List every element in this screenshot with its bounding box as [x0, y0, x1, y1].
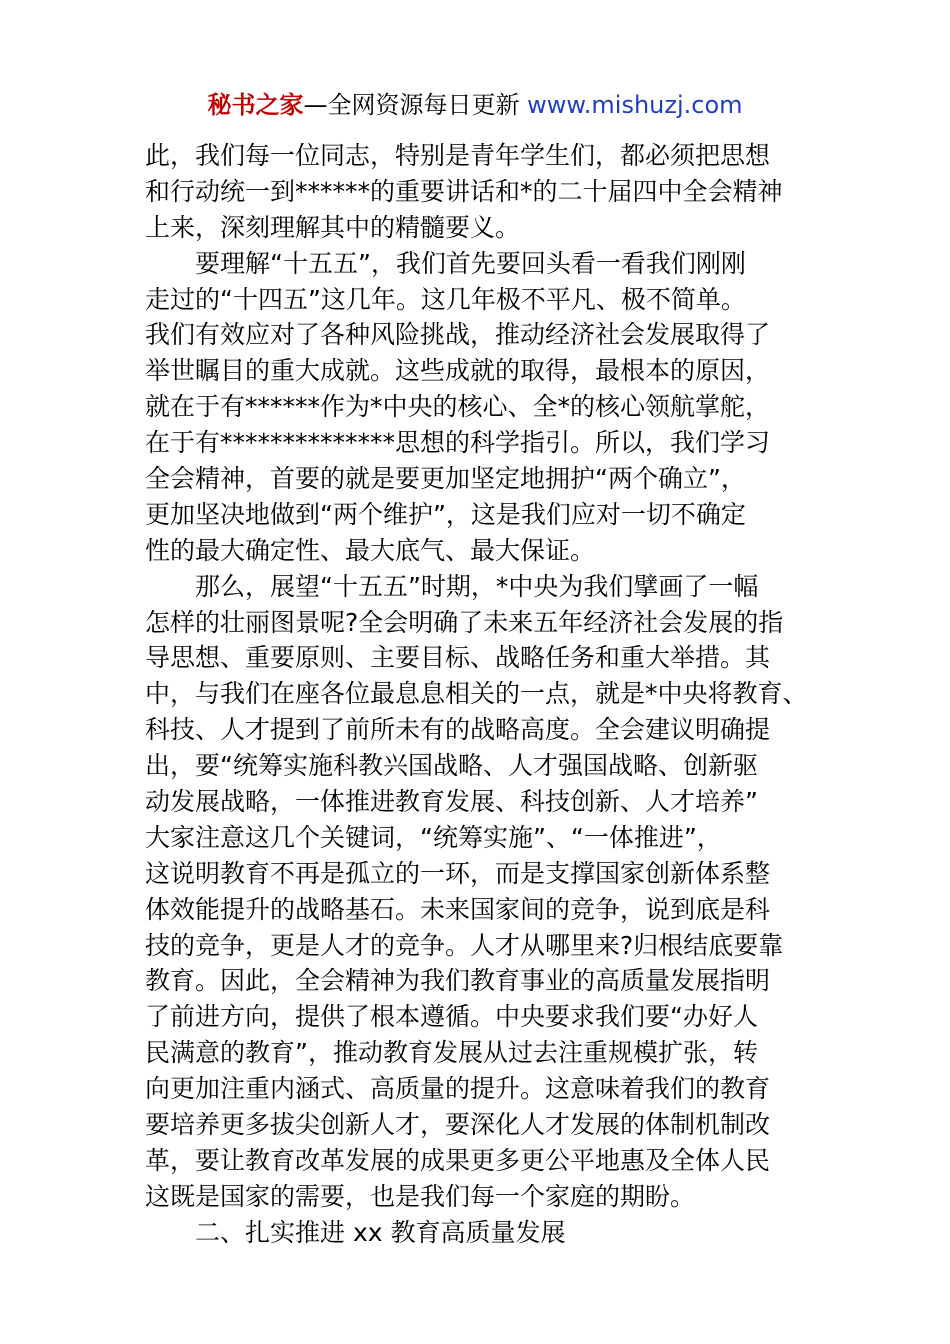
text-line: 要培养更多拔尖创新人才，要深化人才发展的体制机制改: [145, 1110, 771, 1140]
text-line: 科技、人才提到了前所未有的战略高度。全会建议明确提: [145, 715, 771, 745]
text-line: 出，要“统筹实施科教兴国战略、人才强国战略、创新驱: [145, 751, 758, 781]
text-line: 性的最大确定性、最大底气、最大保证。: [145, 535, 596, 565]
text-line: 这既是国家的需要，也是我们每一个家庭的期盼。: [145, 1181, 696, 1211]
text-line: 中，与我们在座各位最息息相关的一点，就是*中央将教育、: [145, 679, 808, 709]
text-line: 大家注意这几个关键词，“统筹实施”、“一体推进”，: [145, 822, 722, 852]
text-line: 上来，深刻理解其中的精髓要义。: [145, 212, 521, 242]
site-tagline: —全网资源每日更新: [303, 91, 528, 119]
text-line: 这说明教育不再是孤立的一环，而是支撑国家创新体系整: [145, 858, 771, 888]
section-heading: 二、扎实推进 xx 教育高质量发展: [195, 1217, 566, 1247]
text-line: 导思想、重要原则、主要目标、战略任务和重大举措。其: [145, 643, 771, 673]
text-line: 我们有效应对了各种风险挑战，推动经济社会发展取得了: [145, 320, 771, 350]
text-line: 向更加注重内涵式、高质量的提升。这意味着我们的教育: [145, 1074, 771, 1104]
text-line: 革，要让教育改革发展的成果更多更公平地惠及全体人民: [145, 1145, 771, 1175]
text-line: 动发展战略，一体推进教育发展、科技创新、人才培养”: [145, 787, 758, 817]
page-header: [0, 88, 950, 122]
text-line: 举世瞩目的重大成就。这些成就的取得，最根本的原因，: [145, 356, 771, 386]
text-line: 走过的“十四五”这几年。这几年极不平凡、极不简单。: [145, 284, 746, 314]
text-line: 在于有**************思想的科学指引。所以，我们学习: [145, 428, 771, 458]
text-line: 怎样的壮丽图景呢?全会明确了未来五年经济社会发展的指: [145, 607, 784, 637]
paragraph-start-line: 那么，展望“十五五”时期，*中央为我们擘画了一幅: [195, 571, 759, 601]
site-brand: 秘书之家: [207, 91, 304, 119]
text-line: 教育。因此，全会精神为我们教育事业的高质量发展指明: [145, 966, 771, 996]
text-line: 就在于有******作为*中央的核心、全*的核心领航掌舵，: [145, 392, 771, 422]
text-line: 和行动统一到******的重要讲话和*的二十届四中全会精神: [145, 176, 783, 206]
text-line: 更加坚决地做到“两个维护”，这是我们应对一切不确定: [145, 499, 746, 529]
text-line: 此，我们每一位同志，特别是青年学生们，都必须把思想: [145, 141, 771, 170]
text-line: 技的竞争，更是人才的竞争。人才从哪里来?归根结底要靠: [145, 930, 784, 960]
site-url-link[interactable]: www.mishuzj.com: [527, 91, 743, 119]
text-line: 民满意的教育”，推动教育发展从过去注重规模扩张，转: [145, 1038, 758, 1068]
text-line: 全会精神，首要的就是要更加坚定地拥护“两个确立”，: [145, 464, 746, 494]
text-line: 体效能提升的战略基石。未来国家间的竞争，说到底是科: [145, 894, 771, 924]
text-line: 了前进方向，提供了根本遵循。中央要求我们要“办好人: [145, 1002, 758, 1032]
document-body: [145, 138, 810, 1251]
paragraph-start-line: 要理解“十五五”，我们首先要回头看一看我们刚刚: [195, 248, 746, 278]
